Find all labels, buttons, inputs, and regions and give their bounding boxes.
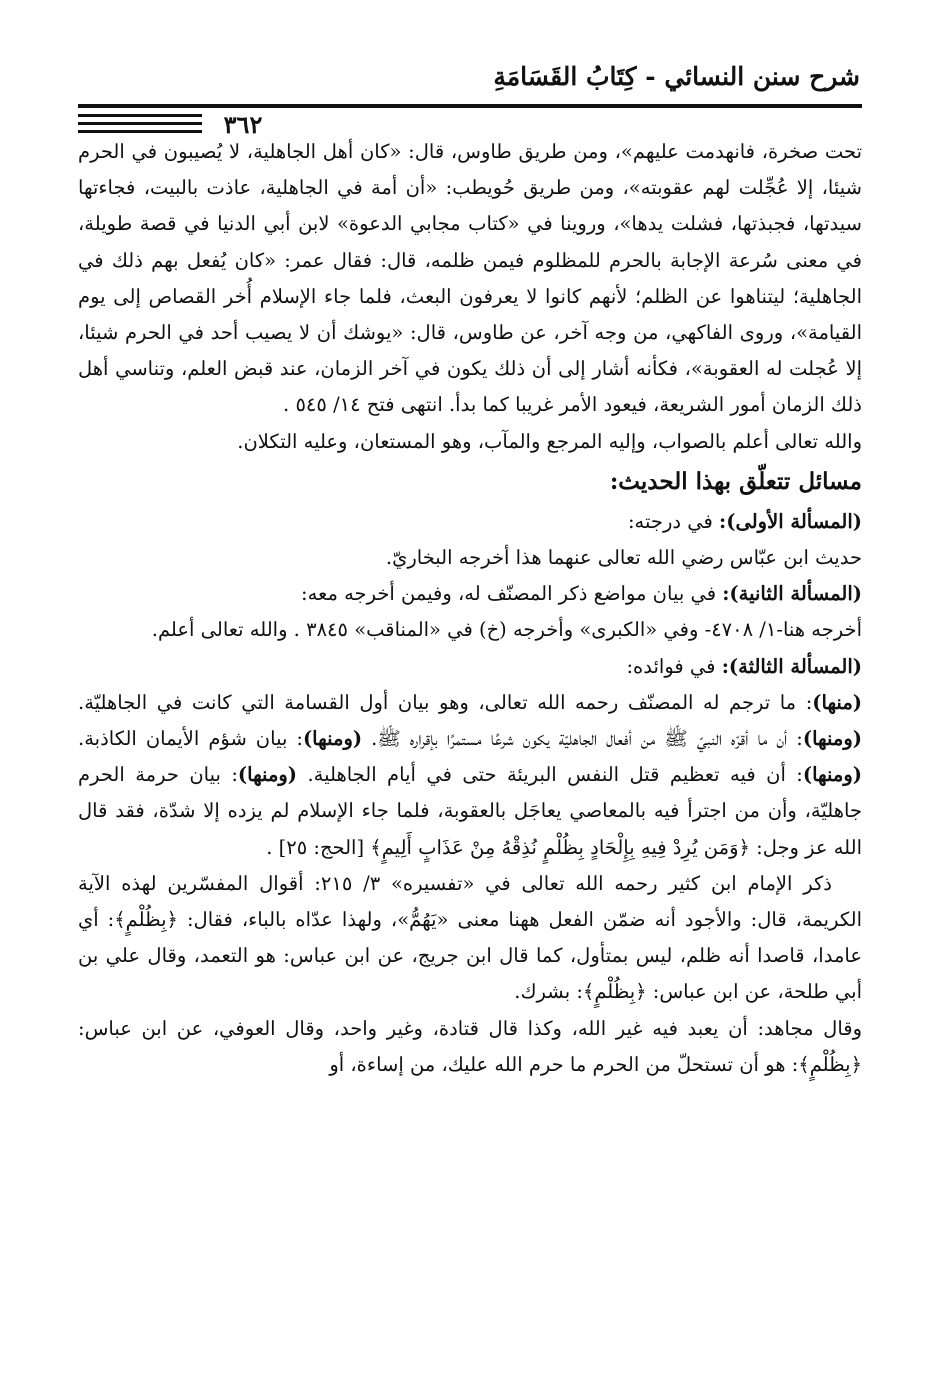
benefit-1-label: (منها) xyxy=(812,690,862,714)
question-1 xyxy=(78,504,862,540)
question-2-body: أخرجه هنا-١/ ٤٧٠٨- وفي «الكبرى» وأخرجه (خ) في «المناقب» ٣٨٤٥ . والله تعالى أعلم. xyxy=(151,618,862,642)
question-3-text: في فوائده: xyxy=(626,654,716,678)
question-2-label: (المسألة الثانية): xyxy=(722,582,862,606)
benefit-5-text: : بيان حرمة الحرم جاهليّة، وأن من اجترأ فيه بالمعاصي يعاجَل بالعقوبة، فلما جاء الإسلام لم يزده إلا شدّة، فقد قال الله عز وجل: ﴿وَمَن يُرِدْ فِيهِ بِإِلْحَادٍ بِظُلْمٍ نُذِقْهُ مِنْ عَذَابٍ أَلِيمٍ﴾ [الحج: ٢٥] . xyxy=(78,763,862,859)
benefit-4-label: (ومنها) xyxy=(802,763,862,787)
question-1-body: حديث ابن عبّاس رضي الله تعالى عنهما هذا أخرجه البخاريّ. xyxy=(385,546,862,570)
benefit-3-text: : بيان شؤم الأيمان الكاذبة. xyxy=(78,727,303,751)
question-2-text: في بيان مواضع ذكر المصنّف له، وفيمن أخرجه معه: xyxy=(301,582,717,606)
benefit-4-text: : أن فيه تعظيم قتل النفس البريئة حتى في أيام الجاهلية. xyxy=(307,763,803,787)
closing-formula: والله تعالى أعلم بالصواب، وإليه المرجع والمآب، وهو المستعان، وعليه التكلان. xyxy=(237,429,862,453)
question-1-text: في درجته: xyxy=(627,509,713,533)
benefit-2-text: : أن ما أقرّه النبيّ ﷺ من أفعال الجاهليّة يكون شرعًا مستمرًا بإقراره ﷺ. xyxy=(371,727,803,751)
number-rule-3 xyxy=(78,130,202,133)
benefit-1-text: : ما ترجم له المصنّف رحمه الله تعالى، وهو بيان أول القسامة التي كانت في الجاهليّة. xyxy=(78,690,813,714)
tafsir-paragraph-1: ذكر الإمام ابن كثير رحمه الله تعالى في «تفسيره» ٣/ ٢١٥: أقوال المفسّرين لهذه الآية الكريمة، قال: والأجود أنه ضمّن الفعل ههنا معنى «يَهُمُّ»، ولهذا عدّاه بالباء، فقال: ﴿بِظُلْمٍ﴾: أي عامدا، قاصدا أنه ظلم، ليس بمتأول، كما قال ابن جريج، عن ابن عباس: هو التعمد، وقال علي بن أبي طلحة، عن ابن عباس: ﴿بِظُلْمٍ﴾: بشرك. xyxy=(78,871,862,1004)
question-1-label: (المسألة الأولى): xyxy=(719,509,862,533)
section-heading: مسائل تتعلّق بهذا الحديث: xyxy=(609,467,862,495)
paragraph-fath-quote: تحت صخرة، فانهدمت عليهم»، ومن طريق طاوس، قال: «كان أهل الجاهلية، لا يُصيبون في الحرم شيئا، إلا عُجِّلت لهم عقوبته»، ومن طريق حُويطب: «أن أمة في الجاهلية، عاذت بالبيت، فجاءتها سيدتها، فجبذتها، فشلت يدها»، وروينا في «كتاب مجابي الدعوة» لابن أبي الدنيا في قصة طويلة، في معنى سُرعة الإجابة بالحرم للمظلوم فيمن ظلمه، قال: فقال عمر: «كان يُفعل بهم ذلك في الجاهلية؛ ليتناهوا عن الظلم؛ لأنهم كانوا لا يعرفون البعث، فلما جاء الإسلام أُخر القصاص إلى يوم القيامة»، وروى الفاكهي، من وجه آخر، عن طاوس، قال: «يوشك أن لا يصيب أحد في الحرم شيئا، إلا عُجلت له العقوبة»، فكأنه أشار إلى أن ذلك يكون في آخر الزمان، عند قبض العلم، وتناسي أهل ذلك الزمان أمور الشريعة، فيعود الأمر غريبا كما بدأ. انتهى فتح ١٤/ ٥٤٥ . xyxy=(78,140,862,417)
question-3 xyxy=(78,649,862,685)
benefit-3-label: (ومنها) xyxy=(302,727,363,751)
running-title: شرح سنن النسائي - كِتَابُ القَسَامَةِ xyxy=(493,62,860,91)
page-header xyxy=(78,60,862,139)
page-body xyxy=(78,134,862,1083)
page-number: ٣٦٢ xyxy=(208,110,278,139)
number-rule-2 xyxy=(78,122,202,125)
benefit-2-label: (ومنها) xyxy=(802,727,862,751)
question-3-label: (المسألة الثالثة): xyxy=(721,654,862,678)
benefits-paragraph xyxy=(78,685,862,866)
number-rule-1 xyxy=(78,114,202,117)
benefit-5-label: (ومنها) xyxy=(237,763,298,787)
tafsir-paragraph-2: وقال مجاهد: أن يعبد فيه غير الله، وكذا قال قتادة، وغير واحد، وقال العوفي، عن ابن عباس: ﴿بِظُلْمٍ﴾: هو أن تستحلّ من الحرم ما حرم الله عليك، من إساءة، أو xyxy=(78,1016,862,1076)
question-2 xyxy=(78,576,862,612)
